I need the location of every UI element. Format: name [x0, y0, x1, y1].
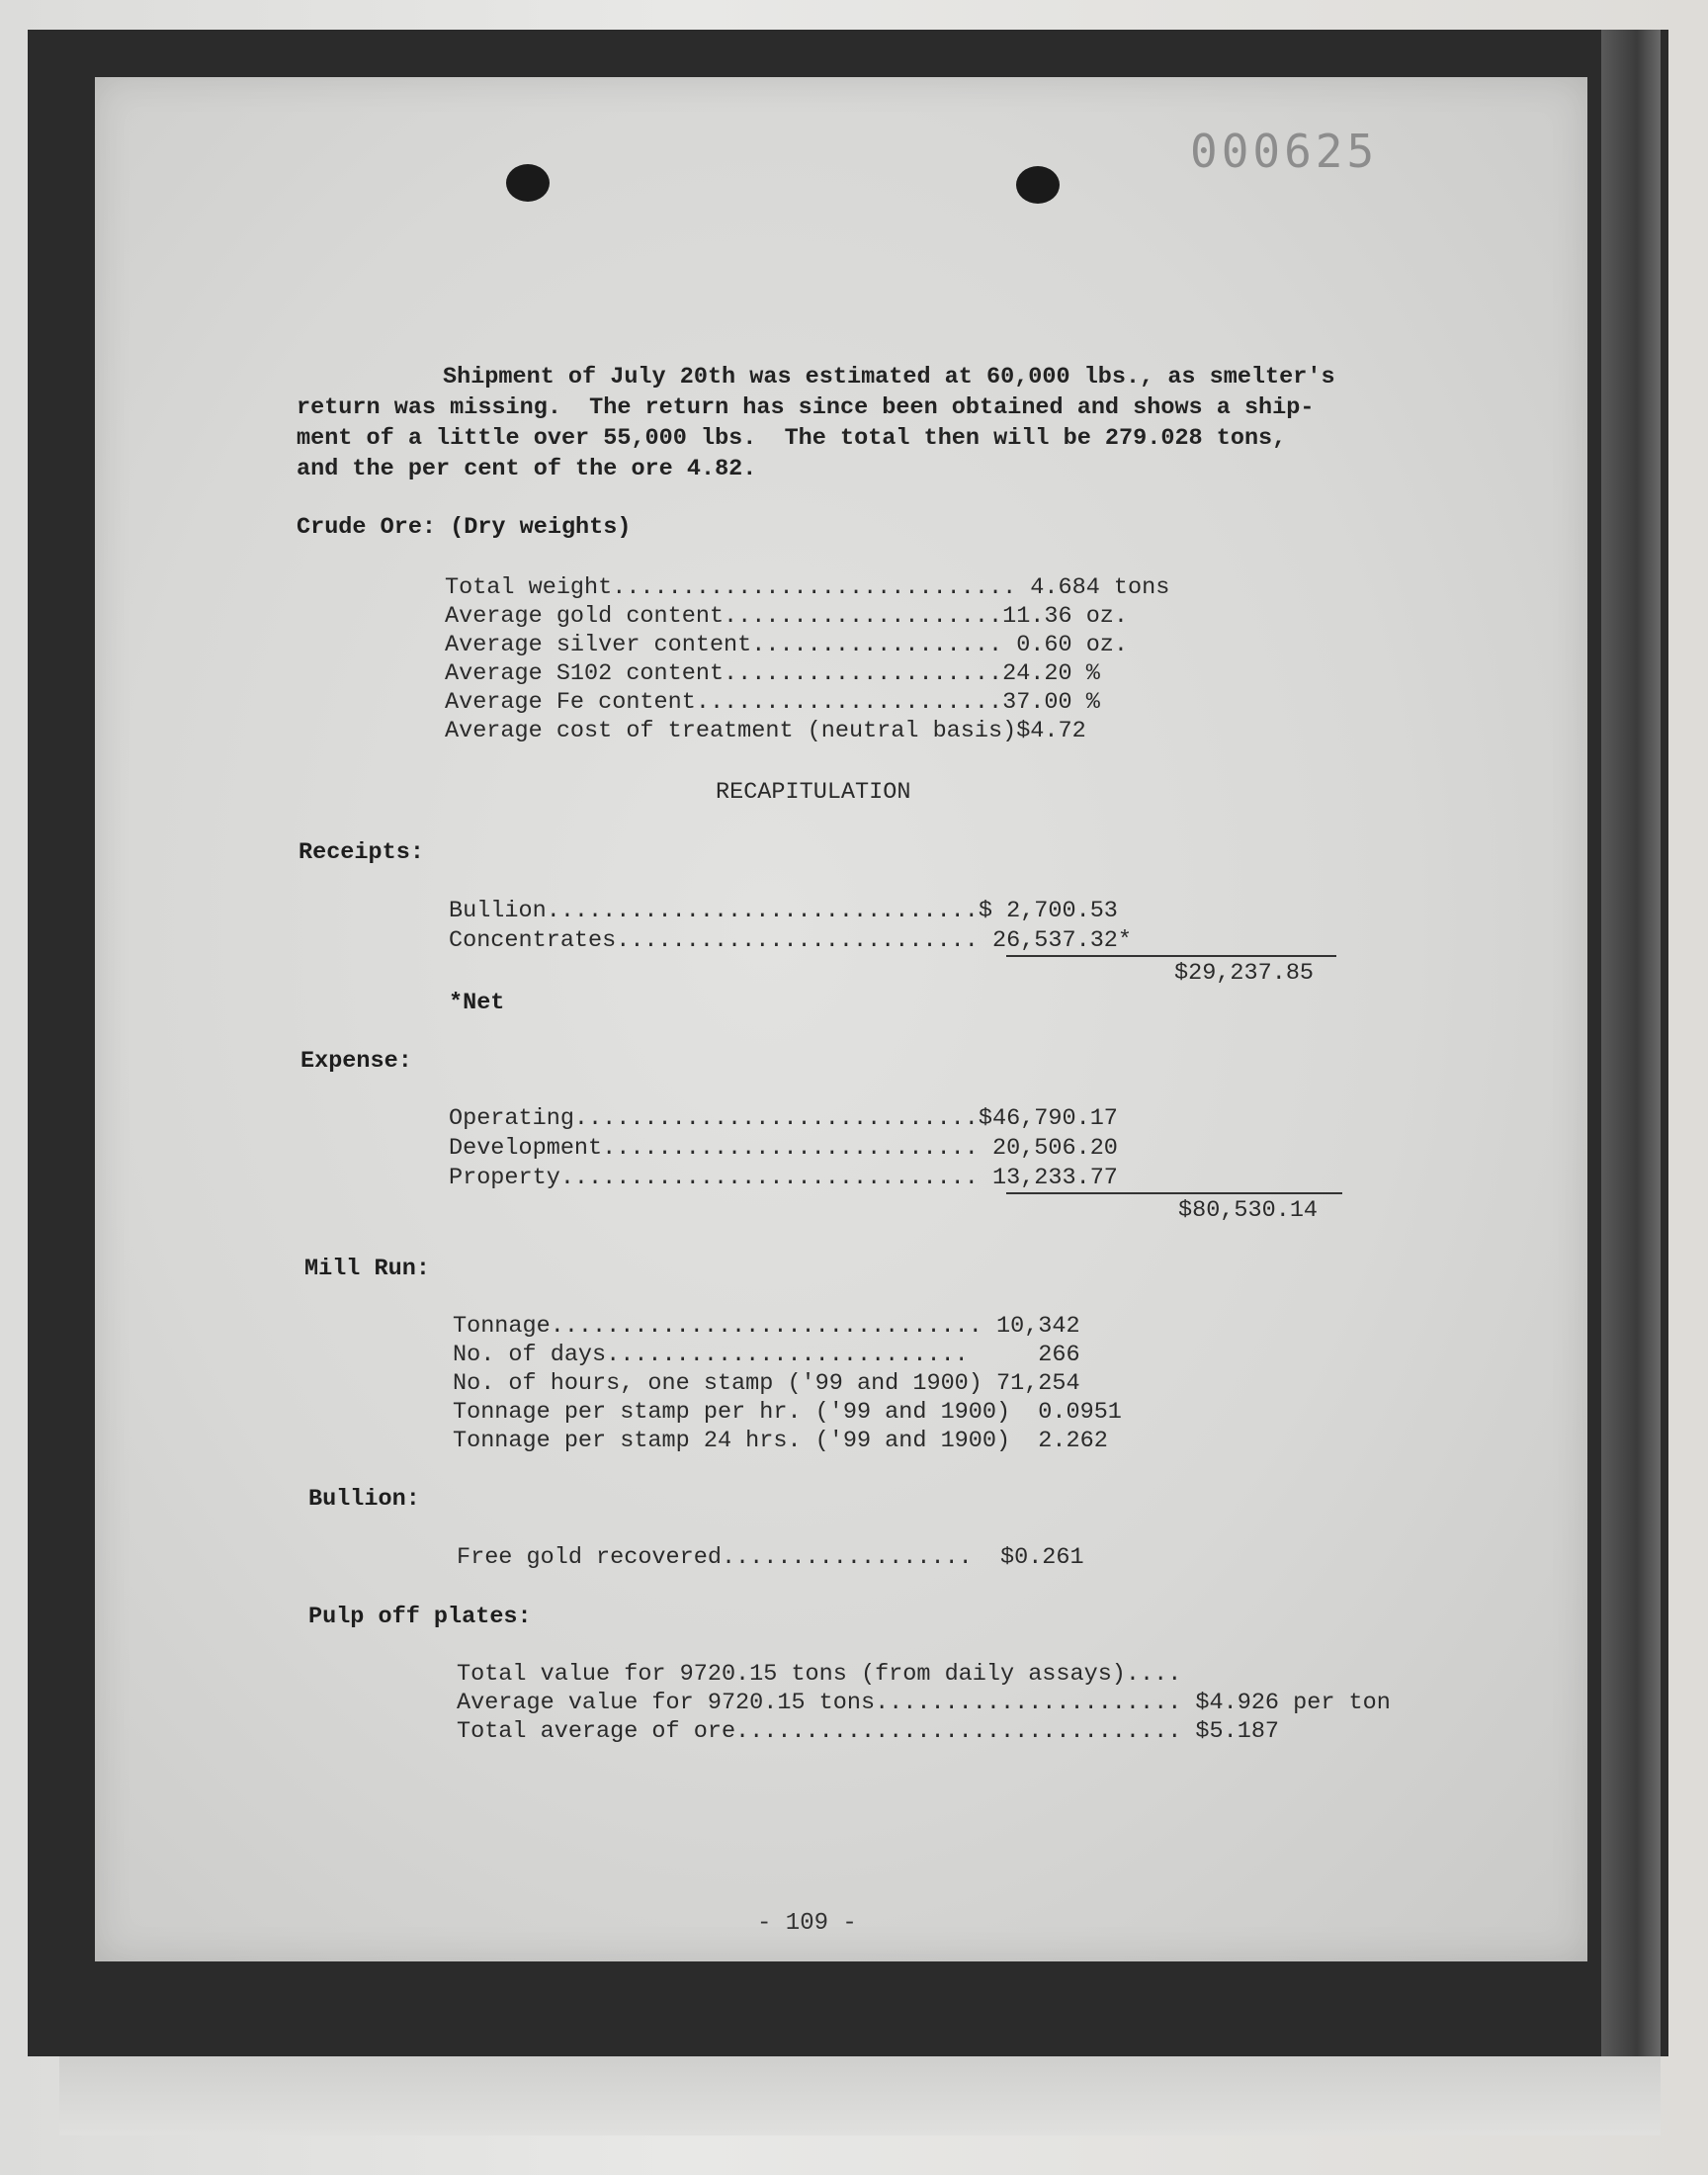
receipts-note: *Net	[449, 990, 505, 1016]
mill-run-row: Tonnage............................... 10,342	[453, 1313, 1080, 1340]
section-heading-expense: Expense:	[300, 1048, 412, 1075]
paragraph-line: and the per cent of the ore 4.82.	[297, 456, 757, 482]
section-heading-receipts: Receipts:	[299, 839, 424, 866]
expense-total: $80,530.14	[1178, 1197, 1319, 1224]
pulp-row: Average value for 9720.15 tons...................... $4.926 per ton	[457, 1690, 1391, 1716]
crude-ore-row: Total weight............................. 4.684 tons	[445, 574, 1170, 601]
crude-ore-row: Average silver content.................. 0.60 oz.	[445, 632, 1129, 658]
page-number: - 109 -	[757, 1910, 857, 1937]
paragraph-line: return was missing. The return has since been obtained and shows a ship-	[297, 394, 1315, 421]
paragraph-line: ment of a little over 55,000 lbs. The total then will be 279.028 tons,	[297, 425, 1287, 452]
crude-ore-row: Average cost of treatment (neutral basis)$4.72	[445, 718, 1086, 744]
punch-hole-left	[506, 164, 550, 202]
crude-ore-row: Average S102 content....................24.20 %	[445, 660, 1100, 687]
expense-row: Development........................... 20,506.20	[449, 1135, 1118, 1162]
document-stamp-number: 000625	[1190, 125, 1379, 178]
expense-row: Operating.............................$46,790.17	[449, 1105, 1118, 1132]
section-heading-pulp-off-plates: Pulp off plates:	[308, 1604, 532, 1630]
section-heading-bullion: Bullion:	[308, 1486, 420, 1513]
paragraph-line: Shipment of July 20th was estimated at 60,000 lbs., as smelter's	[443, 364, 1335, 391]
pulp-row: Total average of ore................................ $5.187	[457, 1718, 1280, 1745]
recapitulation-title: RECAPITULATION	[716, 779, 911, 806]
section-heading-mill-run: Mill Run:	[304, 1256, 430, 1282]
receipts-sum-rule	[1006, 955, 1336, 957]
document-page	[95, 77, 1587, 1961]
mill-run-row: No. of days.......................... 266	[453, 1342, 1080, 1368]
section-heading-crude-ore: Crude Ore: (Dry weights)	[297, 514, 632, 541]
expense-sum-rule	[1006, 1192, 1342, 1194]
bullion-row: Free gold recovered.................. $0.261	[457, 1544, 1084, 1571]
mill-run-row: Tonnage per stamp per hr. ('99 and 1900) 0.0951	[453, 1399, 1122, 1426]
scan-frame-edge	[1601, 30, 1661, 2135]
receipts-total: $29,237.85	[1174, 960, 1315, 987]
receipts-row: Concentrates.......................... 26,537.32*	[449, 927, 1133, 954]
mill-run-row: No. of hours, one stamp ('99 and 1900) 71,254	[453, 1370, 1080, 1397]
crude-ore-row: Average Fe content......................37.00 %	[445, 689, 1100, 716]
receipts-row: Bullion...............................$ 2,700.53	[449, 898, 1118, 924]
scan-bottom-strip	[59, 2056, 1661, 2135]
pulp-row: Total value for 9720.15 tons (from daily assays)....	[457, 1661, 1182, 1688]
crude-ore-row: Average gold content....................11.36 oz.	[445, 603, 1129, 630]
punch-hole-right	[1016, 166, 1060, 204]
mill-run-row: Tonnage per stamp 24 hrs. ('99 and 1900) 2.262	[453, 1428, 1108, 1454]
expense-row: Property.............................. 13,233.77	[449, 1165, 1118, 1191]
